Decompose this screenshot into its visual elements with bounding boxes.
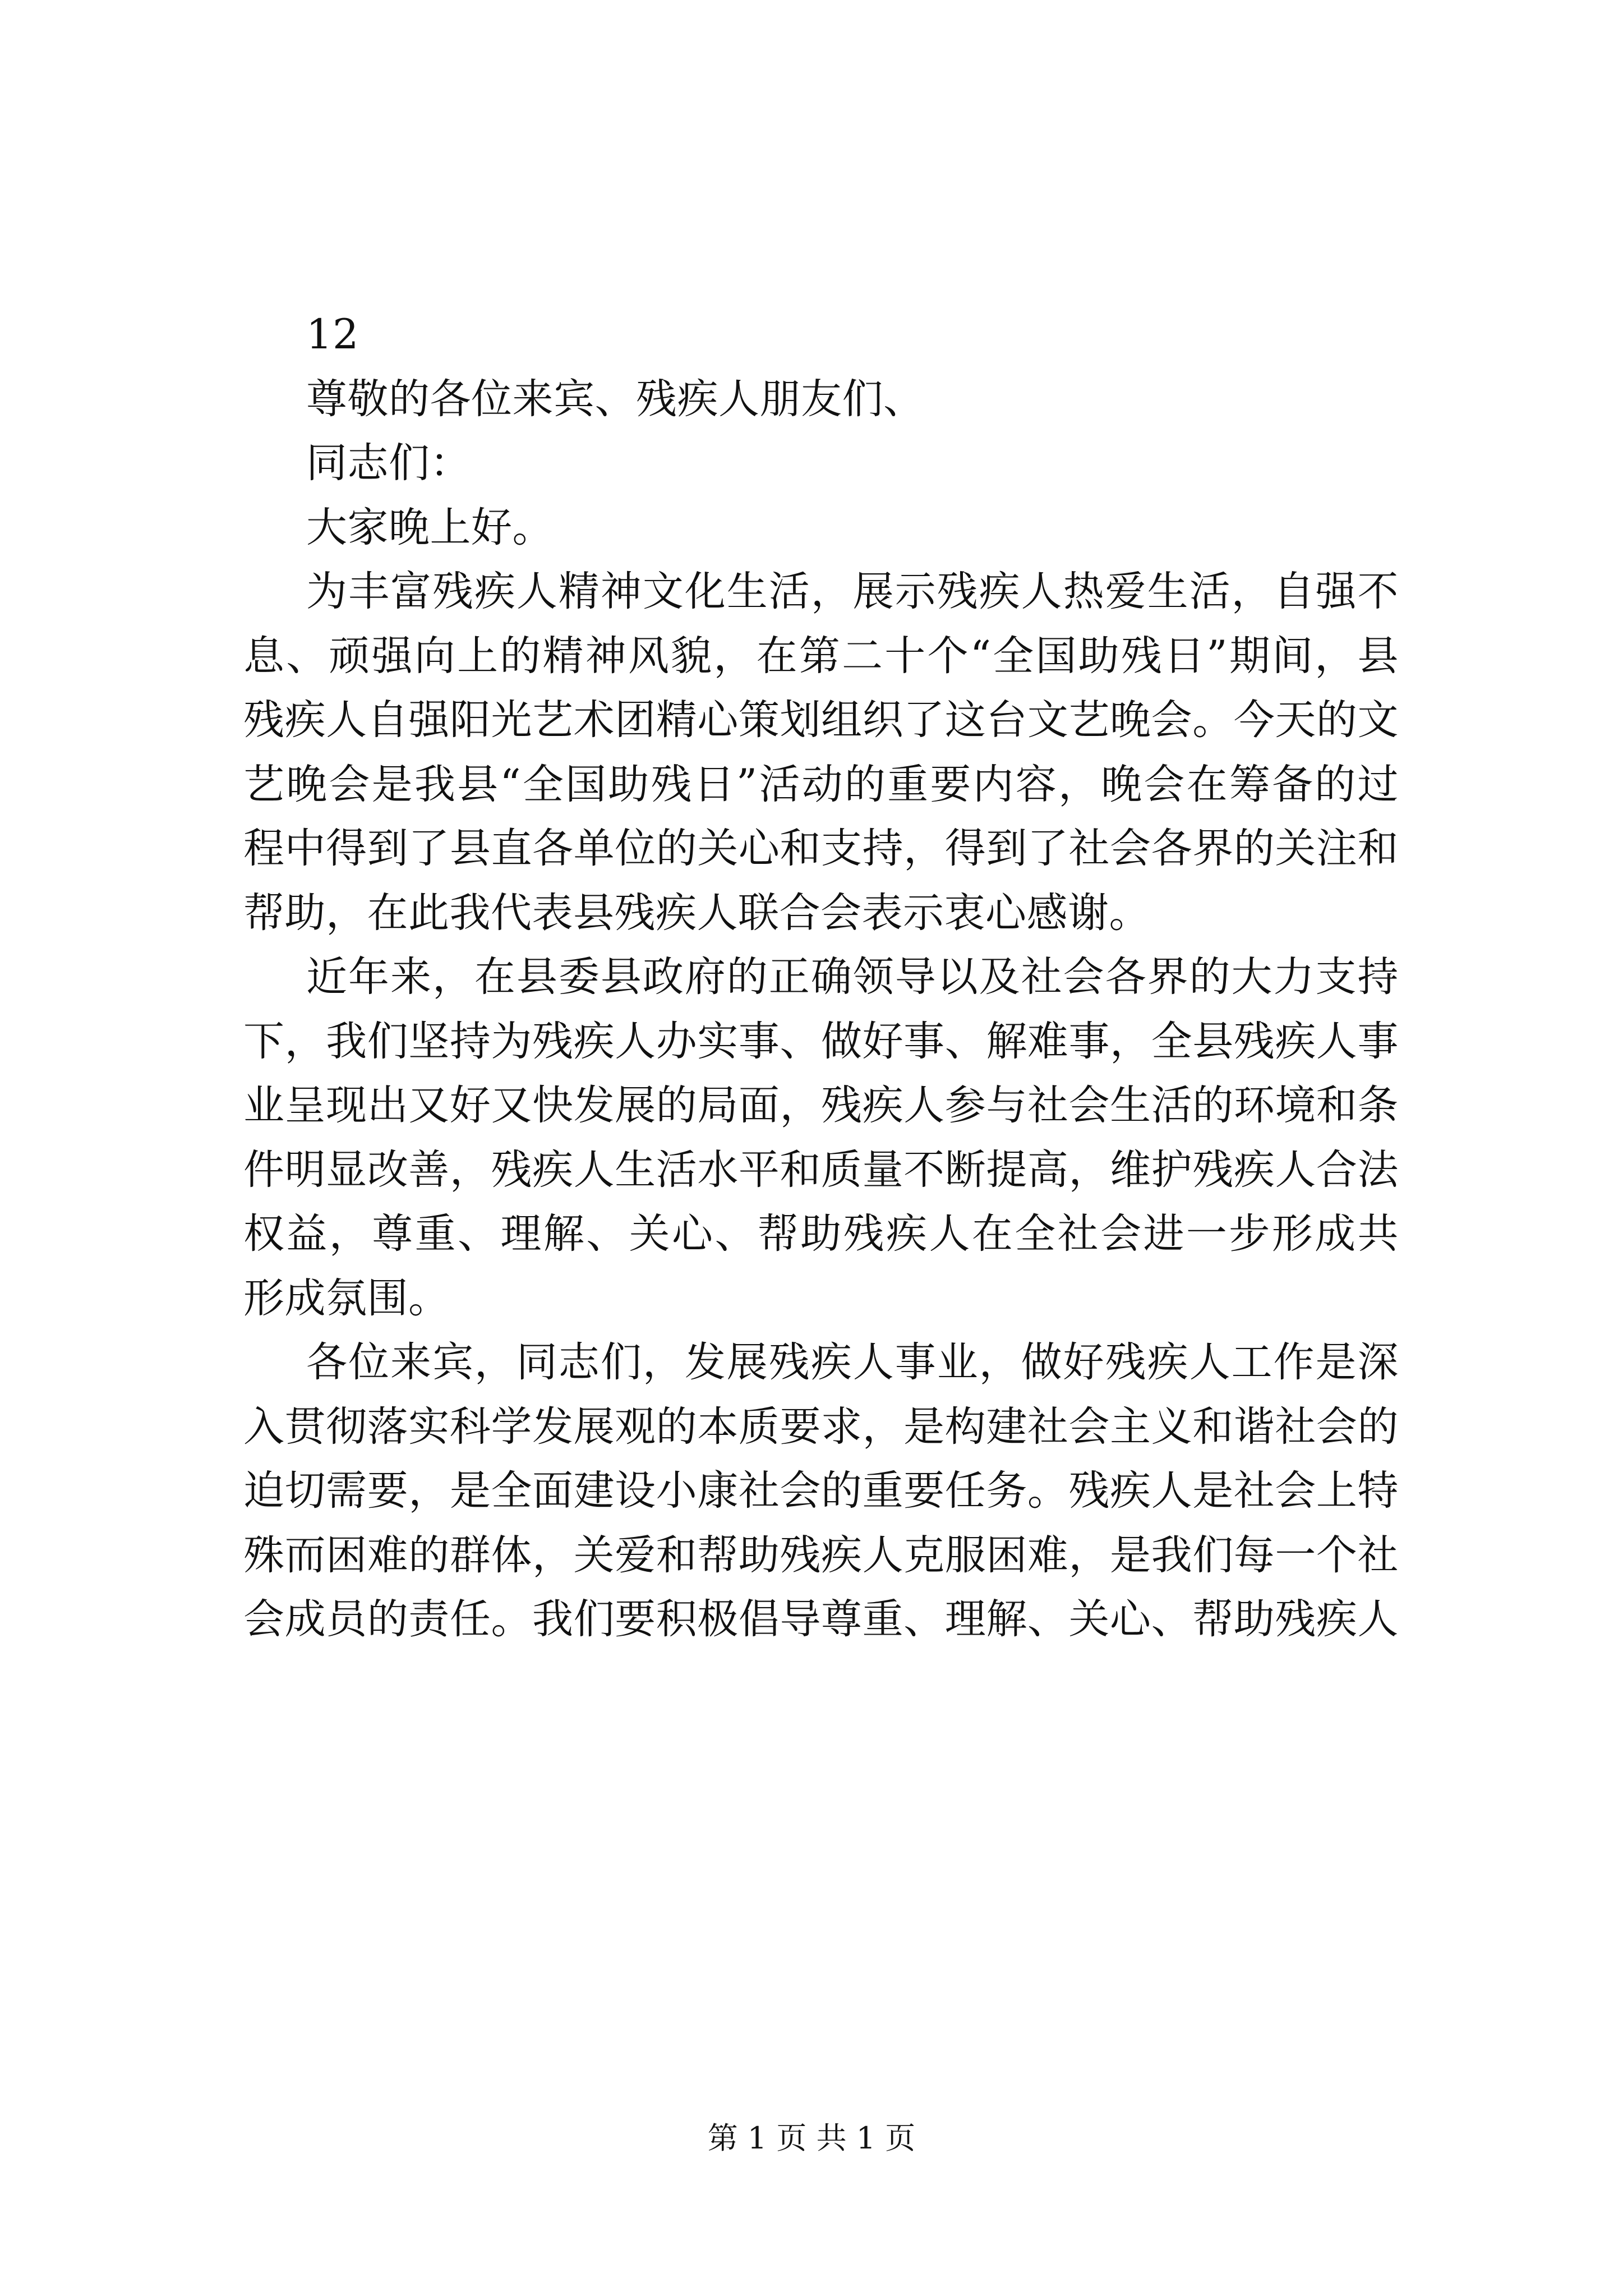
paragraph-1-line-6: 帮助，在此我代表县残疾人联合会表示衷心感谢。 — [243, 889, 1150, 937]
document-body — [243, 303, 1399, 1652]
paragraph-2-line-5: 权益，尊重、理解、关心、帮助残疾人在全社会进一步形成共 — [243, 1210, 1399, 1258]
paragraph-3-line-5: 会成员的责任。我们要积极倡导尊重、理解、关心、帮助残疾人 — [243, 1595, 1399, 1643]
paragraph-3-line-1: 各位来宾，同志们，发展残疾人事业，做好残疾人工作是深 — [306, 1338, 1399, 1386]
paragraph-3-line-4: 殊而困难的群体，关爱和帮助残疾人克服困难，是我们每一个社 — [243, 1531, 1399, 1579]
salutation-line-2: 同志们： — [306, 439, 471, 487]
salutation-line-1: 尊敬的各位来宾、残疾人朋友们、 — [306, 375, 925, 423]
paragraph-1-line-1: 为丰富残疾人精神文化生活，展示残疾人热爱生活，自强不 — [306, 568, 1399, 615]
page-footer: 第 1 页 共 1 页 — [707, 2120, 916, 2156]
document-number: 12 — [306, 311, 359, 358]
paragraph-2-line-4: 件明显改善，残疾人生活水平和质量不断提高，维护残疾人合法 — [243, 1145, 1399, 1194]
paragraph-1-line-2: 息、顽强向上的精神风貌，在第二十个“全国助残日”期间，县 — [243, 632, 1399, 680]
paragraph-3-line-3: 迫切需要，是全面建设小康社会的重要任务。残疾人是社会上特 — [243, 1467, 1399, 1515]
paragraph-1-line-4: 艺晚会是我县“全国助残日”活动的重要内容，晚会在筹备的过 — [243, 760, 1399, 808]
paragraph-2-line-6: 形成氛围。 — [243, 1274, 450, 1322]
paragraph-1-line-3: 残疾人自强阳光艺术团精心策划组织了这台文艺晚会。今天的文 — [243, 696, 1399, 744]
paragraph-2-line-2: 下，我们坚持为残疾人办实事、做好事、解难事，全县残疾人事 — [243, 1017, 1399, 1065]
paragraph-2-line-3: 业呈现出又好又快发展的局面，残疾人参与社会生活的环境和条 — [243, 1082, 1399, 1129]
greeting-line: 大家晚上好。 — [306, 503, 554, 551]
paragraph-3-line-2: 入贯彻落实科学发展观的本质要求，是构建社会主义和谐社会的 — [243, 1402, 1399, 1451]
paragraph-2-line-1: 近年来，在县委县政府的正确领导以及社会各界的大力支持 — [306, 953, 1399, 1001]
paragraph-1-line-5: 程中得到了县直各单位的关心和支持，得到了社会各界的关注和 — [243, 825, 1399, 872]
